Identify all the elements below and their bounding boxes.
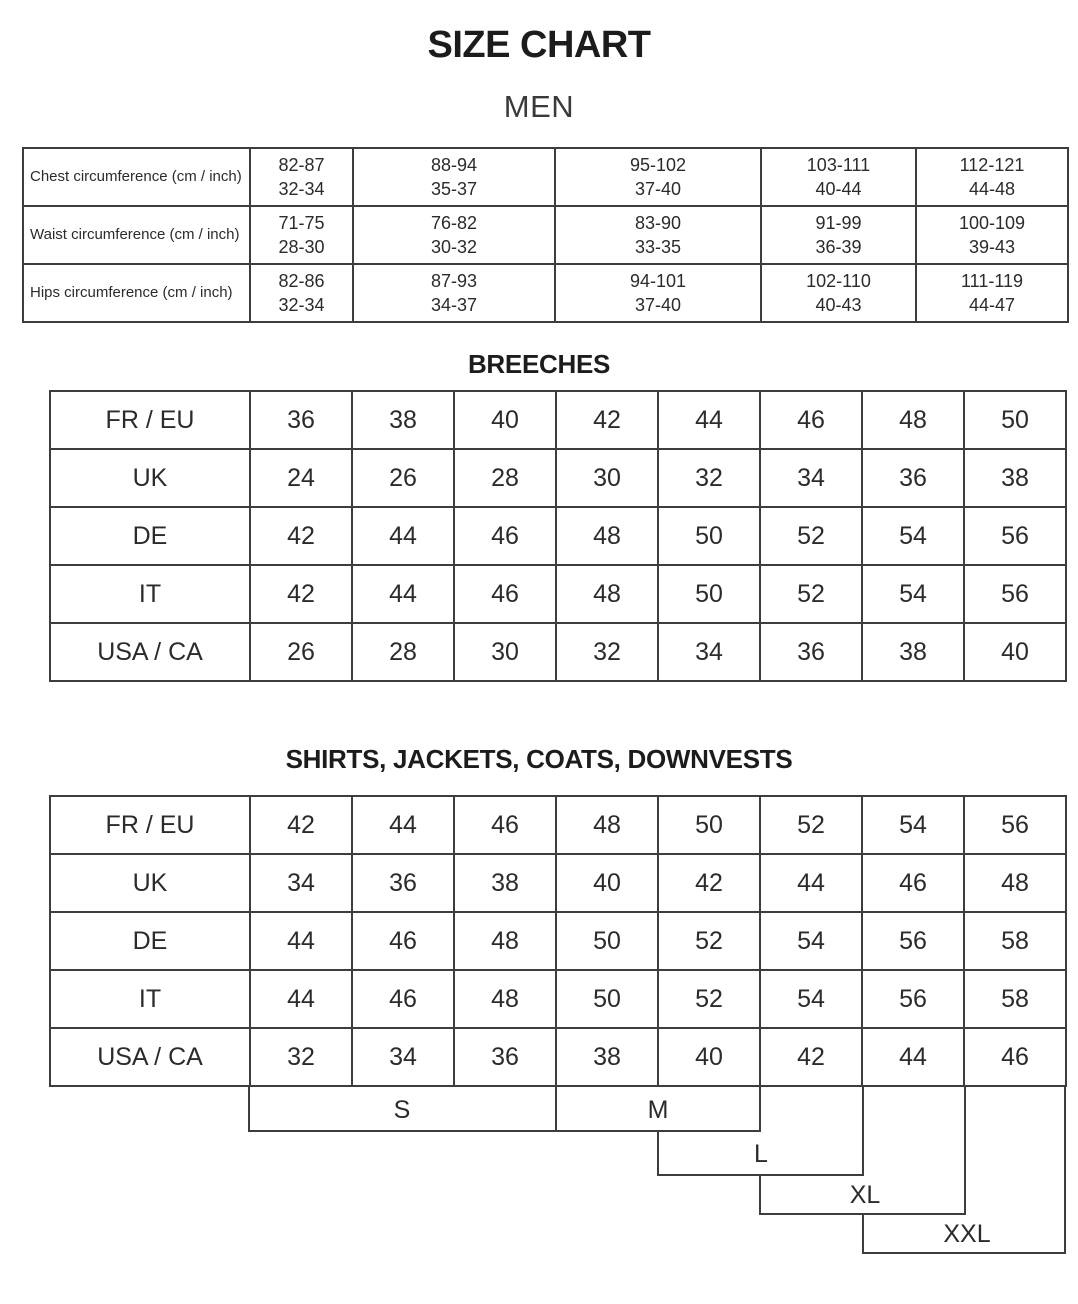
measurement-cell [916, 206, 1068, 264]
size-row-it [50, 565, 1066, 623]
size-value-cell: 56 [964, 796, 1066, 854]
size-row-it [50, 970, 1066, 1028]
measurement-label: Hips circumference (cm / inch) [23, 264, 250, 322]
breeches-table [49, 390, 1067, 682]
cm-range: 76-82 [430, 213, 478, 233]
size-value-cell: 44 [352, 507, 454, 565]
cm-range: 83-90 [634, 213, 682, 233]
size-value-cell: 46 [454, 507, 556, 565]
size-value-cell: 50 [658, 507, 760, 565]
measurement-cell [353, 206, 555, 264]
size-value-cell: 38 [862, 623, 964, 681]
inch-range: 44-48 [968, 179, 1016, 199]
size-value-cell: 48 [964, 854, 1066, 912]
size-value-cell: 32 [658, 449, 760, 507]
size-value-cell: 48 [454, 912, 556, 970]
size-value-cell: 44 [250, 912, 352, 970]
size-band-label-l: L [754, 1140, 768, 1168]
page-subtitle: MEN [503, 89, 575, 124]
size-value-cell: 46 [964, 1028, 1066, 1086]
size-value-cell: 52 [760, 565, 862, 623]
size-value-cell: 34 [658, 623, 760, 681]
size-value-cell: 44 [352, 565, 454, 623]
shirts-table [49, 795, 1067, 1087]
section-title-breeches: BREECHES [467, 349, 611, 379]
size-value-cell: 50 [556, 912, 658, 970]
size-value-cell: 48 [556, 796, 658, 854]
size-value-cell: 24 [250, 449, 352, 507]
size-value-cell: 28 [454, 449, 556, 507]
inch-range: 35-37 [430, 179, 478, 199]
size-system-label: USA / CA [50, 623, 250, 681]
size-value-cell: 36 [454, 1028, 556, 1086]
size-value-cell: 50 [658, 796, 760, 854]
cm-range: 91-99 [815, 213, 862, 233]
page-title: SIZE CHART [427, 24, 651, 66]
size-value-cell: 48 [454, 970, 556, 1028]
measurement-row-hips [23, 264, 1068, 322]
size-system-label: UK [50, 449, 250, 507]
size-row-usa-ca [50, 1028, 1066, 1086]
measurement-cell [555, 206, 761, 264]
cm-range: 103-111 [806, 155, 871, 175]
size-value-cell: 40 [658, 1028, 760, 1086]
size-value-cell: 52 [658, 970, 760, 1028]
size-value-cell: 46 [862, 854, 964, 912]
cm-range: 111-119 [960, 271, 1024, 291]
size-value-cell: 56 [964, 507, 1066, 565]
cm-range: 102-110 [806, 271, 871, 291]
size-value-cell: 42 [658, 854, 760, 912]
cm-range: 88-94 [430, 155, 478, 175]
inch-range: 33-35 [634, 237, 682, 257]
size-value-cell: 54 [760, 912, 862, 970]
size-value-cell: 44 [352, 796, 454, 854]
size-value-cell: 56 [964, 565, 1066, 623]
inch-range: 32-34 [278, 179, 325, 199]
size-system-label: IT [50, 565, 250, 623]
size-value-cell: 36 [352, 854, 454, 912]
size-value-cell: 38 [352, 391, 454, 449]
measurement-cell [761, 206, 916, 264]
size-value-cell: 34 [352, 1028, 454, 1086]
size-value-cell: 42 [250, 565, 352, 623]
size-value-cell: 50 [556, 970, 658, 1028]
size-value-cell: 56 [862, 970, 964, 1028]
size-value-cell: 52 [760, 507, 862, 565]
cm-range: 100-109 [958, 213, 1026, 233]
size-value-cell: 52 [658, 912, 760, 970]
size-value-cell: 54 [862, 565, 964, 623]
size-value-cell: 54 [862, 796, 964, 854]
size-row-uk [50, 449, 1066, 507]
size-value-cell: 36 [760, 623, 862, 681]
section-title-shirts: SHIRTS, JACKETS, COATS, DOWNVESTS [285, 744, 793, 774]
size-value-cell: 42 [250, 796, 352, 854]
size-value-cell: 54 [760, 970, 862, 1028]
size-value-cell: 30 [454, 623, 556, 681]
measurement-cell [555, 264, 761, 322]
size-system-label: FR / EU [50, 796, 250, 854]
cm-range: 87-93 [430, 271, 478, 291]
size-band-cascade [49, 1087, 1067, 1259]
measurement-cell [916, 264, 1068, 322]
inch-range: 37-40 [634, 179, 682, 199]
size-system-label: FR / EU [50, 391, 250, 449]
measurement-cell [250, 206, 353, 264]
size-value-cell: 40 [556, 854, 658, 912]
size-value-cell: 38 [556, 1028, 658, 1086]
size-system-label: IT [50, 970, 250, 1028]
size-value-cell: 34 [250, 854, 352, 912]
size-system-label: UK [50, 854, 250, 912]
size-value-cell: 42 [556, 391, 658, 449]
size-band-label-xl: XL [849, 1181, 881, 1209]
size-value-cell: 38 [964, 449, 1066, 507]
inch-range: 36-39 [815, 237, 862, 257]
inch-range: 44-47 [968, 295, 1016, 315]
inch-range: 39-43 [968, 237, 1016, 257]
inch-range: 40-43 [815, 295, 862, 315]
measurement-cell [250, 264, 353, 322]
size-value-cell: 36 [250, 391, 352, 449]
size-system-label: USA / CA [50, 1028, 250, 1086]
inch-range: 37-40 [634, 295, 682, 315]
measurement-row-chest [23, 148, 1068, 206]
size-value-cell: 52 [760, 796, 862, 854]
size-value-cell: 46 [352, 912, 454, 970]
size-value-cell: 40 [454, 391, 556, 449]
measurement-cell [250, 148, 353, 206]
measurements-table [22, 147, 1069, 323]
size-band-diagram [49, 1087, 1067, 1259]
cm-range: 71-75 [278, 213, 325, 233]
size-value-cell: 28 [352, 623, 454, 681]
size-value-cell: 34 [760, 449, 862, 507]
size-value-cell: 46 [454, 565, 556, 623]
size-value-cell: 50 [658, 565, 760, 623]
size-value-cell: 26 [352, 449, 454, 507]
measurement-cell [555, 148, 761, 206]
size-value-cell: 44 [250, 970, 352, 1028]
inch-range: 34-37 [430, 295, 478, 315]
measurement-cell [761, 148, 916, 206]
inch-range: 40-44 [815, 179, 862, 199]
measurement-cell [353, 264, 555, 322]
size-value-cell: 46 [454, 796, 556, 854]
measurement-cell [353, 148, 555, 206]
size-row-usa-ca [50, 623, 1066, 681]
size-value-cell: 36 [862, 449, 964, 507]
size-value-cell: 44 [658, 391, 760, 449]
inch-range: 32-34 [278, 295, 325, 315]
size-value-cell: 42 [760, 1028, 862, 1086]
measurement-cell [761, 264, 916, 322]
size-row-fr-eu [50, 796, 1066, 854]
size-system-label: DE [50, 507, 250, 565]
measurement-label: Waist circumference (cm / inch) [23, 206, 250, 264]
size-value-cell: 56 [862, 912, 964, 970]
size-row-uk [50, 854, 1066, 912]
size-value-cell: 38 [454, 854, 556, 912]
cm-range: 112-121 [959, 155, 1025, 175]
size-band-label-m: M [647, 1096, 669, 1124]
size-band-label-xxl: XXL [943, 1220, 991, 1248]
size-value-cell: 58 [964, 912, 1066, 970]
size-value-cell: 44 [760, 854, 862, 912]
cm-range: 82-86 [278, 271, 325, 291]
measurement-row-waist [23, 206, 1068, 264]
cm-range: 95-102 [629, 155, 687, 175]
size-value-cell: 48 [556, 565, 658, 623]
size-value-cell: 48 [556, 507, 658, 565]
cm-range: 82-87 [278, 155, 325, 175]
size-value-cell: 46 [352, 970, 454, 1028]
size-value-cell: 50 [964, 391, 1066, 449]
size-value-cell: 58 [964, 970, 1066, 1028]
measurement-cell [916, 148, 1068, 206]
size-value-cell: 40 [964, 623, 1066, 681]
inch-range: 28-30 [278, 237, 325, 257]
size-value-cell: 32 [250, 1028, 352, 1086]
size-value-cell: 46 [760, 391, 862, 449]
size-value-cell: 54 [862, 507, 964, 565]
size-row-de [50, 507, 1066, 565]
size-system-label: DE [50, 912, 250, 970]
measurement-label: Chest circumference (cm / inch) [23, 148, 250, 206]
size-value-cell: 48 [862, 391, 964, 449]
size-value-cell: 32 [556, 623, 658, 681]
size-row-fr-eu [50, 391, 1066, 449]
inch-range: 30-32 [430, 237, 478, 257]
size-row-de [50, 912, 1066, 970]
size-band-label-s: S [393, 1096, 411, 1124]
size-value-cell: 42 [250, 507, 352, 565]
size-value-cell: 30 [556, 449, 658, 507]
size-value-cell: 26 [250, 623, 352, 681]
size-value-cell: 44 [862, 1028, 964, 1086]
cm-range: 94-101 [629, 271, 687, 291]
